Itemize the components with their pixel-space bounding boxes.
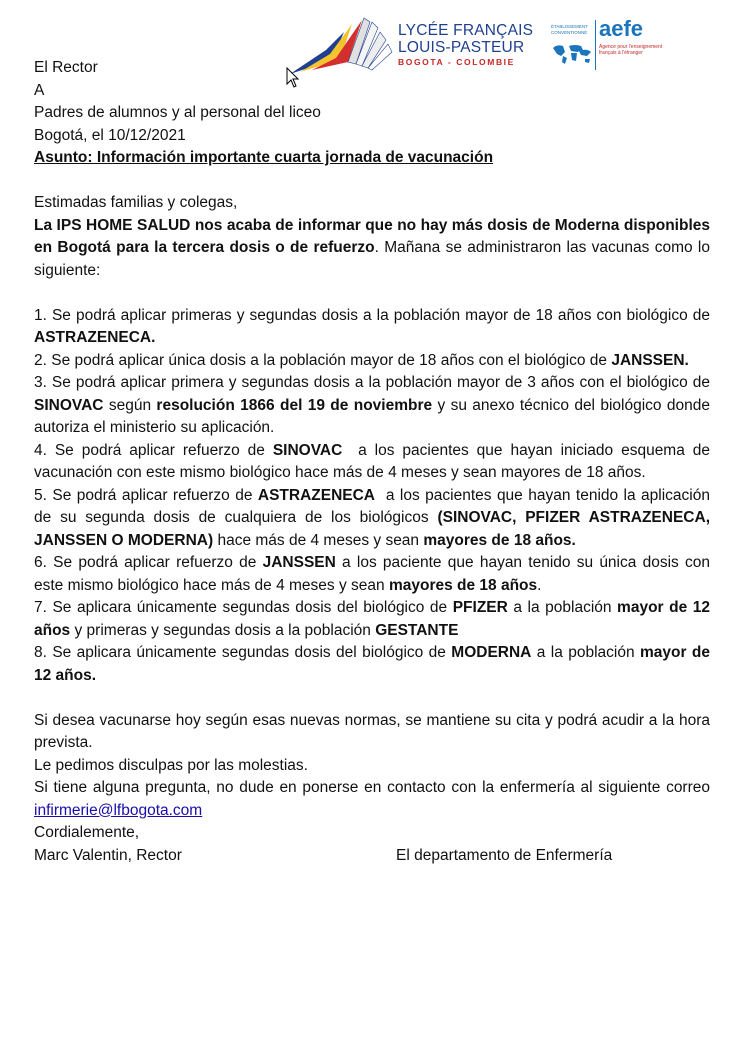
list-item: 5. Se podrá aplicar refuerzo de ASTRAZENECA a los pacientes que hayan tenido la aplicación de su segunda dosis de cualquiera de los biológicos (SINOVAC, PFIZER ASTRAZENECA, JANSSEN O MODERNA) hace más de 4 meses y sean mayores de 18 años. (34, 486, 715, 549)
intro-rest: . Mañana se administraron las vacunas como lo siguiente: (34, 239, 710, 279)
letter-subject: Asunto: Información importante cuarta jornada de vacunación (34, 149, 494, 166)
aefe-name: aefe (599, 16, 644, 41)
school-name-line1: LYCÉE FRANÇAIS (398, 22, 534, 39)
list-item: 7. Se aplicara únicamente segundas dosis del biológico de PFIZER a la población mayor de 12 años y primeras y segundas dosis a la población GESTANTE (34, 599, 710, 639)
letter-to-a: A (34, 81, 45, 99)
list-item: 6. Se podrá aplicar refuerzo de JANSSEN a los paciente que hayan tenido su única dosis con este mismo biológico hace más de 4 meses y sean mayores de 18 años. (34, 554, 710, 594)
aefe-conventionne-label: ÉTABLISSEMENT CONVENTIONNÉ (551, 24, 588, 35)
intro-bold: La IPS HOME SALUD nos acaba de informar que no hay más dosis de Moderna disponibles en Bogotá para la tercera dosis o de refuerzo (34, 216, 710, 256)
signature-rector: Marc Valentin, Rector (34, 846, 182, 864)
signature-row (34, 845, 710, 868)
aefe-tagline: Agence pour l'enseignement français à l'étranger (599, 44, 663, 56)
intro-paragraph (34, 215, 710, 283)
list-item: 8. Se aplicara únicamente segundas dosis del biológico de MODERNA a la población mayor de 12 años. (34, 644, 710, 684)
list-item: 4. Se podrá aplicar refuerzo de SINOVAC a los pacientes que hayan iniciado esquema de vacunación con este mismo biológico hace más de 4 meses y sean mayores de 18 años. (34, 441, 715, 481)
email-link[interactable]: infirmerie@lfbogota.com (34, 801, 203, 819)
letter-from: El Rector (34, 59, 98, 76)
closing-paragraph-1: Si desea vacunarse hoy según esas nuevas normas, se mantiene su cita y podrá acudir a la hora prevista. (34, 711, 710, 751)
closing-paragraph-2: Le pedimos disculpas por las molestias. (34, 756, 308, 774)
letter-recipients: Padres de alumnos y al personal del liceo (34, 104, 321, 121)
list-item: 3. Se podrá aplicar primera y segundas dosis a la población mayor de 3 años con el biológico de SINOVAC según resolución 1866 del 19 de noviembre y su anexo técnico del biológico donde autoriza el ministerio su aplicación. (34, 374, 710, 436)
list-item: 2. Se podrá aplicar única dosis a la población mayor de 18 años con el biológico de JANSSEN. (34, 351, 689, 369)
letter-date: Bogotá, el 10/12/2021 (34, 126, 186, 144)
letter-greeting: Estimadas familias y colegas, (34, 194, 238, 211)
list-item: 1. Se podrá aplicar primeras y segundas dosis a la población mayor de 18 años con biológico de ASTRAZENECA. (34, 306, 710, 346)
school-city: BOGOTA - COLOMBIE (398, 57, 515, 67)
letter-body (34, 57, 715, 867)
signature-nursing: El departamento de Enfermería (396, 846, 613, 864)
letter-regards: Cordialemente, (34, 824, 140, 841)
closing-paragraph-3: Si tiene alguna pregunta, no dude en ponerse en contacto con la enfermería al siguiente correo infirmerie@lfbogota.com (34, 779, 710, 819)
school-name-line2: LOUIS-PASTEUR (398, 39, 525, 56)
